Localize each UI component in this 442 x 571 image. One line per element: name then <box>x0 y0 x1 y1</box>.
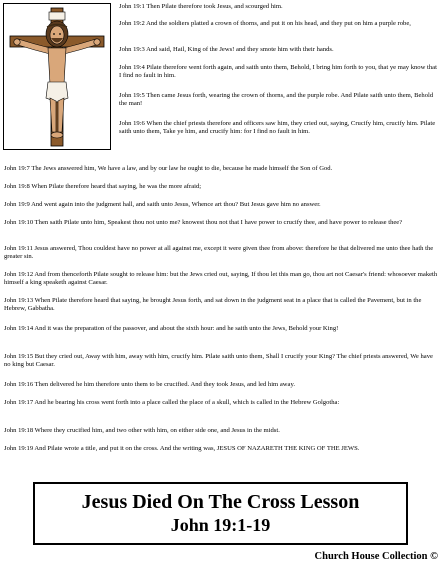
verse-19-3: John 19:3 And said, Hail, King of the Jews! and they smote him with their hands. <box>119 46 334 53</box>
crucifix-icon <box>4 4 110 149</box>
verse-19-16: John 19:16 Then delivered he him therefore unto them to be crucified. And they took Jesus, and led him away. <box>4 381 295 388</box>
verse-19-15: John 19:15 But they cried out, Away with him, away with him, crucify him. Pilate saith unto them, Shall I crucify your King? The chief priests answered, We have no king but Caesar. <box>4 353 433 369</box>
lesson-title-box <box>33 482 408 545</box>
verse-19-17: John 19:17 And he bearing his cross went forth into a place called the place of a skull, which is called in the Hebrew Golgotha: <box>4 399 340 406</box>
verse-19-1: John 19:1 Then Pilate therefore took Jesus, and scourged him. <box>119 3 283 10</box>
verse-19-7: John 19:7 The Jews answered him, We have a law, and by our law he ought to die, because he made himself the Son of God. <box>4 165 333 172</box>
footer-credit: Church House Collection © <box>314 551 438 562</box>
verse-19-6: John 19:6 When the chief priests therefore and officers saw him, they cried out, saying, Crucify him, crucify him. Pilate saith unto them, Take ye him, and crucify him: for I find no fault in him. <box>119 120 436 136</box>
verse-19-8: John 19:8 When Pilate therefore heard that saying, he was the more afraid; <box>4 183 202 190</box>
verse-19-14: John 19:14 And it was the preparation of the passover, and about the sixth hour: and he saith unto the Jews, Behold your King! <box>4 325 339 332</box>
verse-19-11: John 19:11 Jesus answered, Thou couldest have no power at all against me, except it were given thee from above: therefore he that delivered me unto thee hath the greater sin. <box>4 245 434 261</box>
verse-19-2: John 19:2 And the soldiers platted a crown of thorns, and put it on his head, and they put on him a purple robe, <box>119 20 411 27</box>
lesson-title: Jesus Died On The Cross Lesson <box>81 491 360 513</box>
verse-19-19: John 19:19 And Pilate wrote a title, and put it on the cross. And the writing was, JESUS OF NAZARETH THE KING OF THE JEWS. <box>4 445 360 452</box>
verse-19-12: John 19:12 And from thenceforth Pilate sought to release him: but the Jews cried out, saying, If thou let this man go, thou art not Caesar's friend: whosoever maketh himself a king speaketh against Caesar. <box>4 271 438 287</box>
crucifixion-illustration <box>3 3 111 150</box>
verse-19-10: John 19:10 Then saith Pilate unto him, Speakest thou not unto me? knowest thou not that I have power to crucify thee, and have power to release thee? <box>4 219 403 226</box>
lesson-reference: John 19:1-19 <box>170 515 271 535</box>
verse-19-18: John 19:18 Where they crucified him, and two other with him, on either side one, and Jesus in the midst. <box>4 427 280 434</box>
verse-19-4: John 19:4 Pilate therefore went forth again, and saith unto them, Behold, I bring him forth to you, that ye may know that I find no fault in him. <box>119 64 437 80</box>
verse-19-5: John 19:5 Then came Jesus forth, wearing the crown of thorns, and the purple robe. And Pilate saith unto them, Behold the man! <box>119 92 434 108</box>
verse-19-9: John 19:9 And went again into the judgment hall, and saith unto Jesus, Whence art thou? But Jesus gave him no answer. <box>4 201 321 208</box>
verse-19-13: John 19:13 When Pilate therefore heard that saying, he brought Jesus forth, and sat down in the judgment seat in a place that is called the Pavement, but in the Hebrew, Gabbatha. <box>4 297 422 313</box>
